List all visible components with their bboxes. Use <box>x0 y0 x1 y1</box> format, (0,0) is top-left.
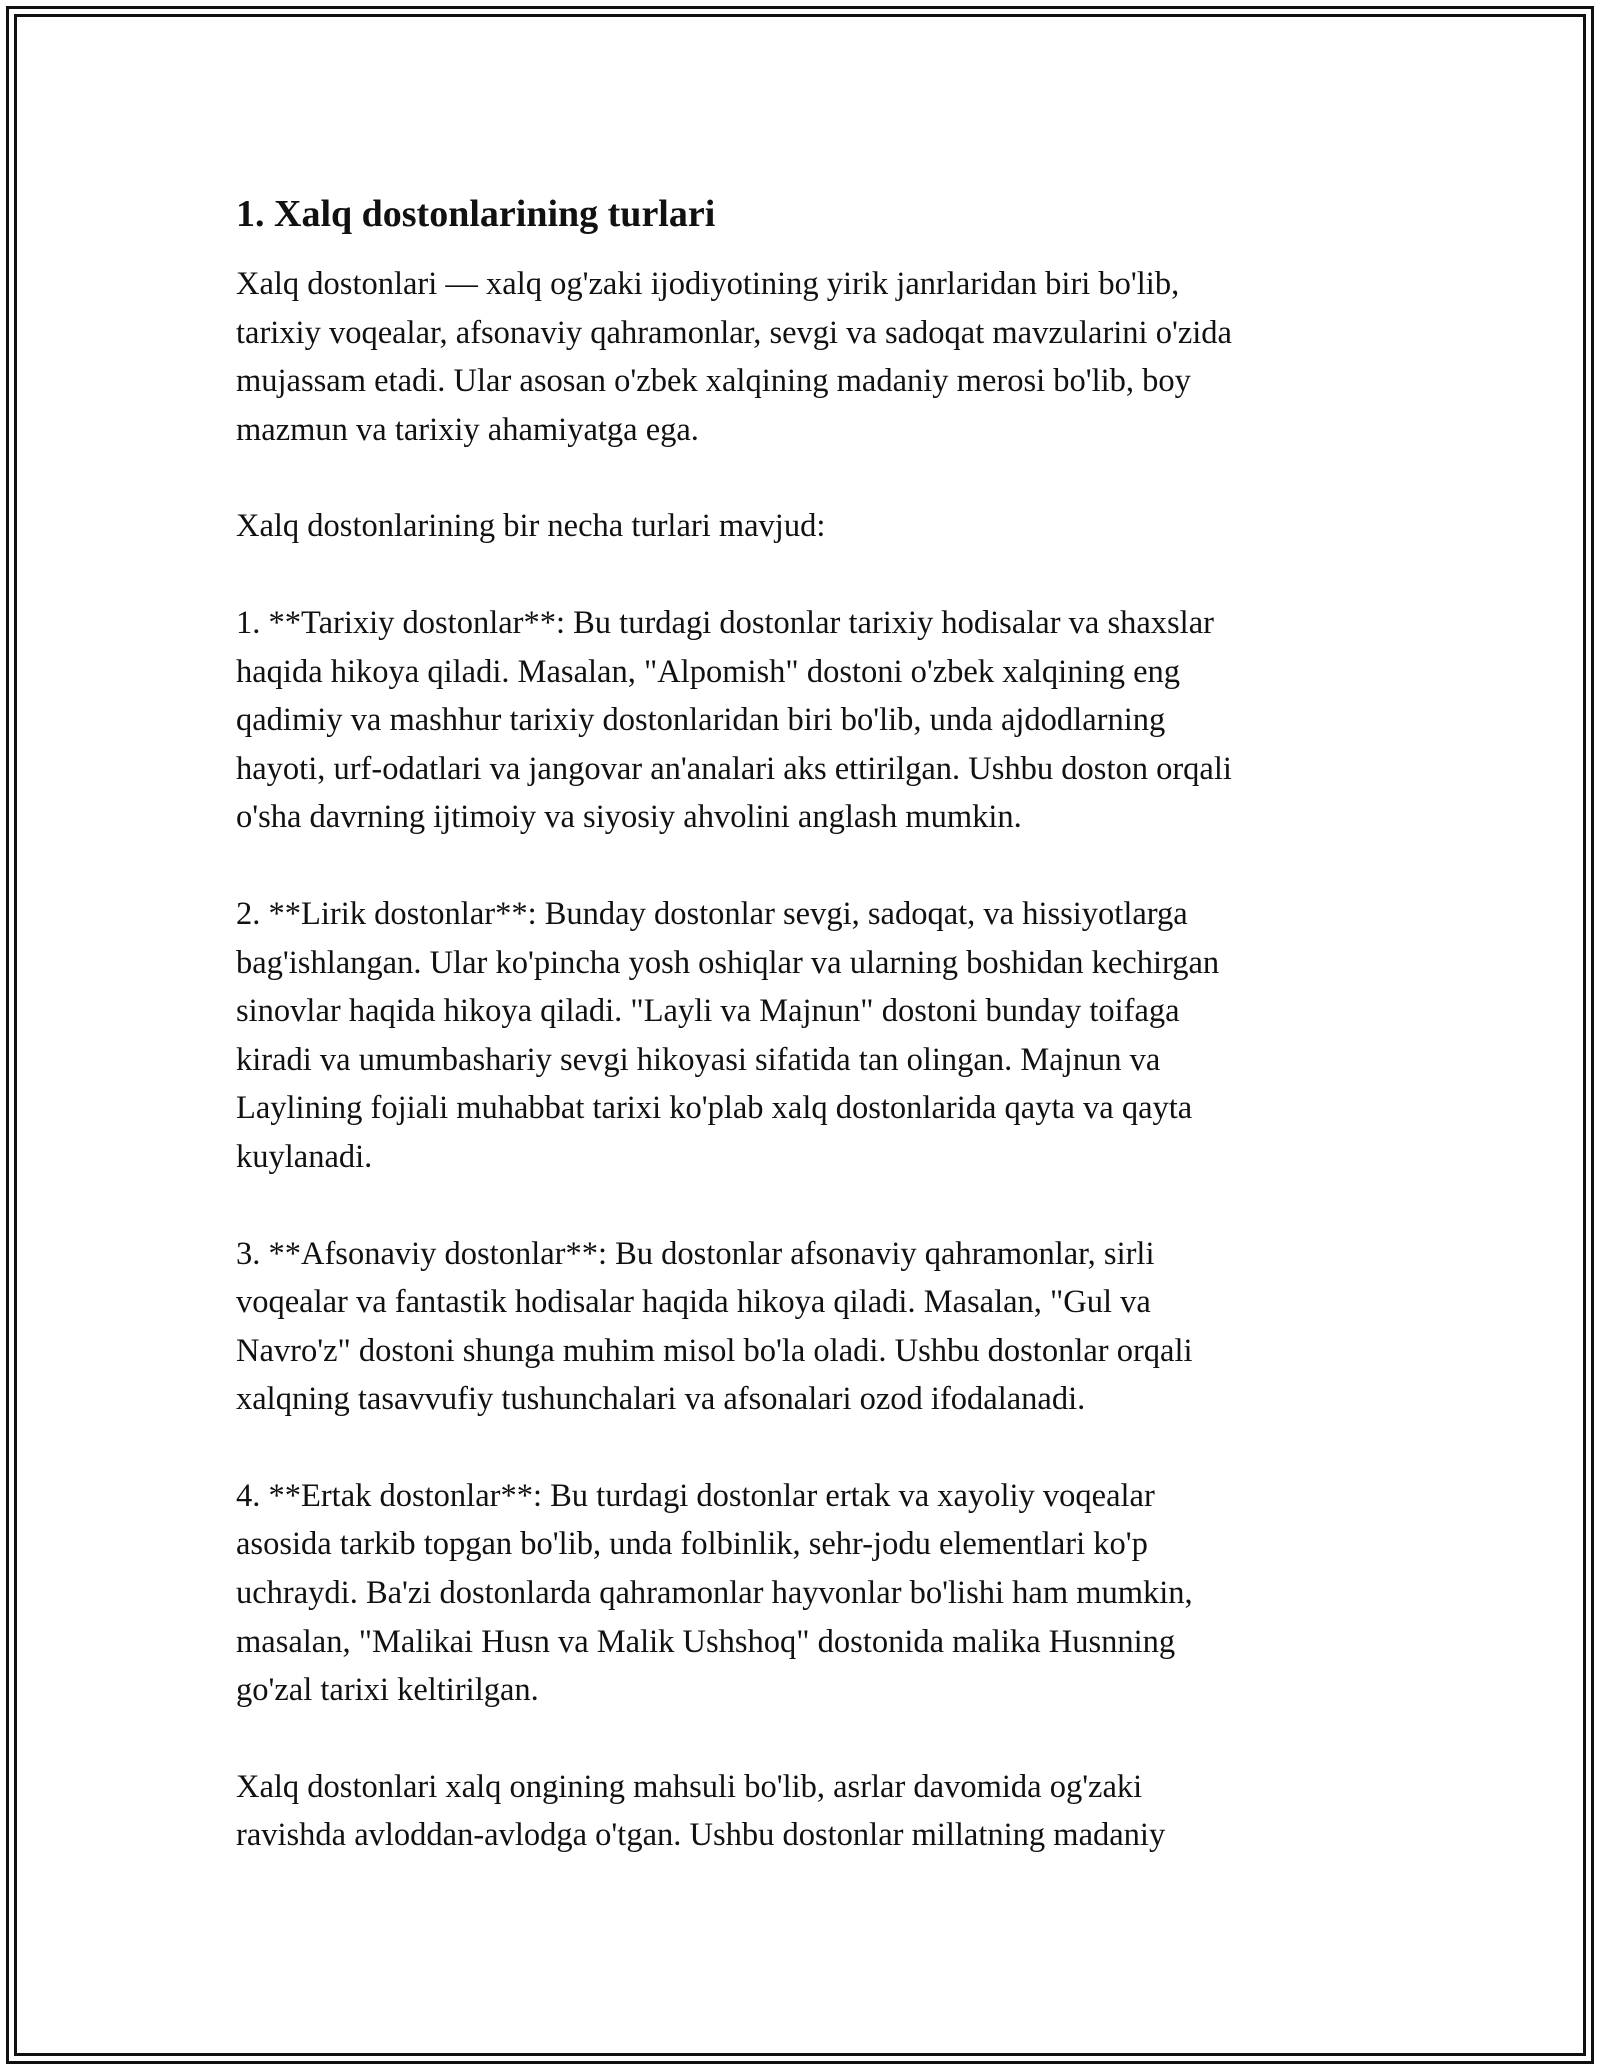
section-heading: 1. Xalq dostonlarining turlari <box>236 193 716 235</box>
text-line: bag'ishlangan. Ular ko'pincha yosh oshiqlar va ularning boshidan kechirgan <box>236 944 1220 981</box>
paragraph-conclusion <box>236 1763 1386 1860</box>
text-line: asosida tarkib topgan bo'lib, unda folbinlik, sehr-jodu elementlari ko'p <box>236 1526 1148 1563</box>
text-line: 3. **Afsonaviy dostonlar**: Bu dostonlar afsonaviy qahramonlar, sirli <box>236 1235 1155 1272</box>
paragraph-fairytale-epics <box>236 1472 1386 1715</box>
paragraph-intro <box>236 260 1386 454</box>
text-line: kuylanadi. <box>236 1138 373 1175</box>
text-line: Xalq dostonlari xalq ongining mahsuli bo'lib, asrlar davomida og'zaki <box>236 1768 1143 1805</box>
text-line: xalqning tasavvufiy tushunchalari va afsonalari ozod ifodalanadi. <box>236 1381 1086 1418</box>
text-line: Navro'z" dostoni shunga muhim misol bo'la oladi. Ushbu dostonlar orqali <box>236 1332 1193 1369</box>
text-line: Xalq dostonlari — xalq og'zaki ijodiyotining yirik janrlaridan biri bo'lib, <box>236 266 1180 302</box>
text-line: Laylining fojiali muhabbat tarixi ko'plab xalq dostonlarida qayta va qayta <box>236 1090 1193 1127</box>
text-line: mazmun va tarixiy ahamiyatga ega. <box>236 411 699 448</box>
text-line: uchraydi. Ba'zi dostonlarda qahramonlar hayvonlar bo'lishi ham mumkin, <box>236 1575 1193 1612</box>
text-line: ravishda avloddan-avlodga o'tgan. Ushbu dostonlar millatning madaniy <box>236 1817 1166 1854</box>
text-line: go'zal tarixi keltirilgan. <box>236 1672 539 1709</box>
paragraph-legendary-epics <box>236 1230 1386 1424</box>
text-line: o'sha davrning ijtimoiy va siyosiy ahvolini anglash mumkin. <box>236 799 1022 836</box>
paragraph-types-intro <box>236 502 1386 551</box>
text-line: kiradi va umumbashariy sevgi hikoyasi sifatida tan olingan. Majnun va <box>236 1041 1161 1078</box>
text-line: voqealar va fantastik hodisalar haqida hikoya qiladi. Masalan, "Gul va <box>236 1284 1151 1321</box>
text-line: haqida hikoya qiladi. Masalan, "Alpomish" dostoni o'zbek xalqining eng <box>236 653 1181 690</box>
text-line: 4. **Ertak dostonlar**: Bu turdagi dostonlar ertak va xayoliy voqealar <box>236 1477 1155 1514</box>
paragraph-lyric-epics <box>236 890 1386 1182</box>
paragraph-historical-epics <box>236 599 1386 842</box>
document-body <box>236 186 1386 1908</box>
text-line: 2. **Lirik dostonlar**: Bunday dostonlar sevgi, sadoqat, va hissiyotlarga <box>236 895 1188 932</box>
text-line: qadimiy va mashhur tarixiy dostonlaridan biri bo'lib, unda ajdodlarning <box>236 702 1166 739</box>
text-line: hayoti, urf-odatlari va jangovar an'analari aks ettirilgan. Ushbu doston orqali <box>236 750 1232 787</box>
text-line: tarixiy voqealar, afsonaviy qahramonlar, sevgi va sadoqat mavzularini o'zida <box>236 314 1232 351</box>
text-line: masalan, "Malikai Husn va Malik Ushshoq" dostonida malika Husnning <box>236 1623 1176 1660</box>
text-line: sinovlar haqida hikoya qiladi. "Layli va Majnun" dostoni bunday toifaga <box>236 993 1180 1030</box>
text-line: mujassam etadi. Ular asosan o'zbek xalqining madaniy merosi bo'lib, boy <box>236 363 1191 400</box>
text-line: Xalq dostonlarining bir necha turlari mavjud: <box>236 508 826 545</box>
text-line: 1. **Tarixiy dostonlar**: Bu turdagi dostonlar tarixiy hodisalar va shaxslar <box>236 604 1214 641</box>
